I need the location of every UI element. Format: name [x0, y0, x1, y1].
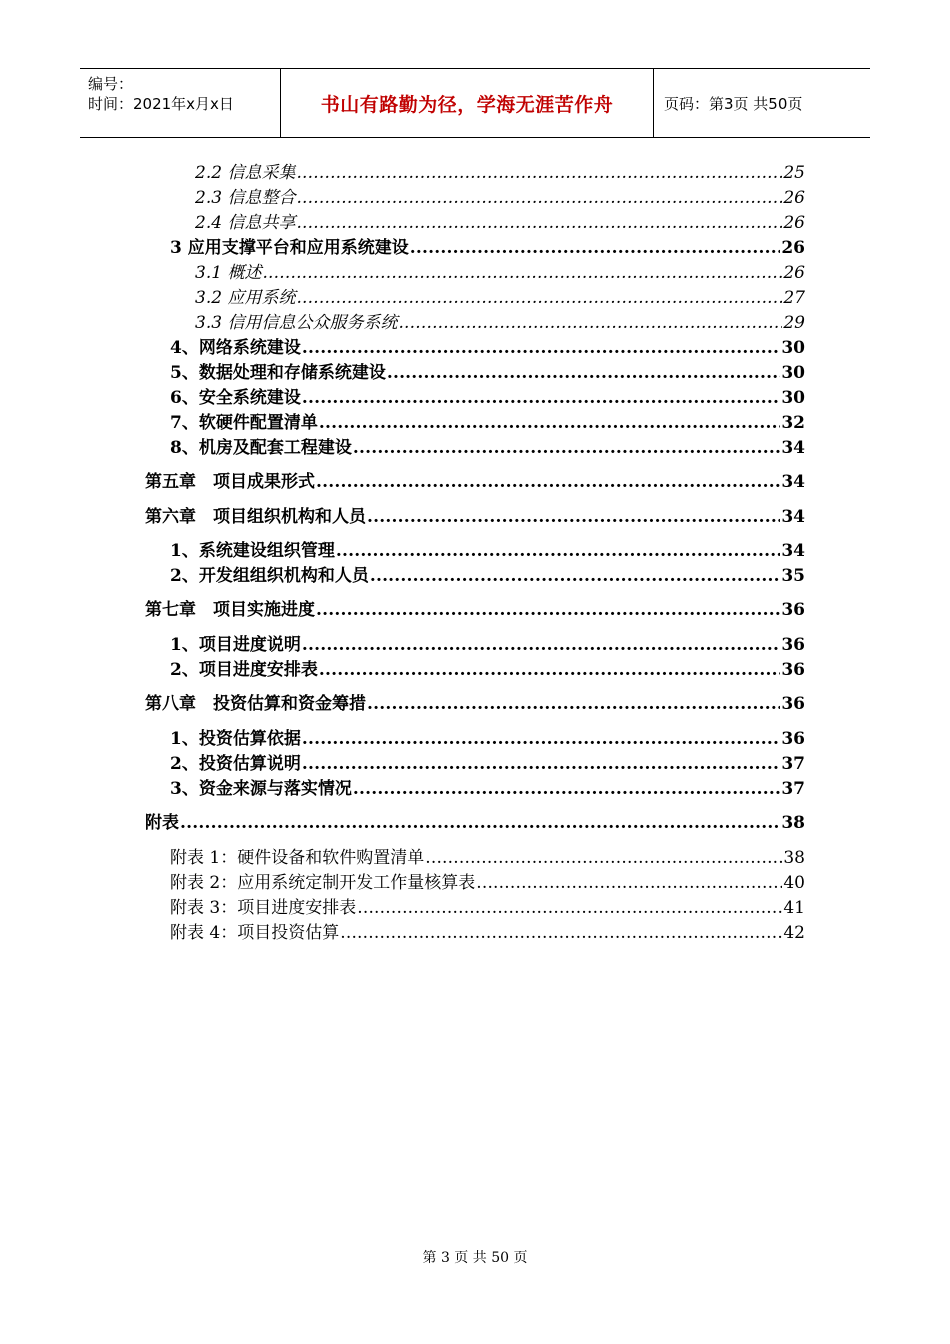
toc-entry-title: 3、资金来源与落实情况	[170, 779, 352, 799]
toc-entry-title: 2.3 信息整合	[195, 188, 296, 208]
number-label: 编号：	[88, 75, 134, 93]
toc-leader-dots	[302, 754, 780, 774]
toc-entry-title: 1、项目进度说明	[170, 635, 301, 655]
toc-leader-dots	[357, 898, 782, 918]
toc-leader-dots	[367, 694, 780, 714]
toc-entry[interactable]	[170, 893, 805, 918]
header-meta-cell	[80, 69, 281, 137]
toc-entry-page: 30	[781, 388, 805, 408]
toc-entry-title: 第六章 项目组织机构和人员	[145, 507, 366, 527]
toc-entry-page: 42	[783, 923, 805, 943]
toc-entry[interactable]	[170, 724, 805, 749]
toc-entry-title: 3.2 应用系统	[195, 288, 296, 308]
toc-entry-title: 5、数据处理和存储系统建设	[170, 363, 386, 383]
toc-entry-title: 2.4 信息共享	[195, 213, 296, 233]
toc-leader-dots	[398, 313, 782, 333]
toc-leader-dots	[367, 507, 780, 527]
toc-leader-dots	[262, 263, 782, 283]
toc-entry-title: 7、软硬件配置清单	[170, 413, 318, 433]
toc-entry-page: 34	[781, 438, 805, 458]
toc-entry-title: 3.3 信用信息公众服务系统	[195, 313, 398, 333]
page-footer: 第 3 页 共 50 页	[422, 1250, 528, 1266]
toc-entry[interactable]	[195, 208, 805, 233]
toc-leader-dots	[387, 363, 781, 383]
toc-entry[interactable]	[170, 918, 805, 943]
toc-entry-page: 36	[781, 660, 805, 680]
toc-leader-dots	[353, 438, 780, 458]
toc-leader-dots	[340, 923, 782, 943]
motto-text: 书山有路勤为径，学海无涯苦作舟	[320, 93, 614, 116]
toc-leader-dots	[302, 338, 780, 358]
toc-entry-page: 38	[783, 848, 805, 868]
toc-entry-page: 34	[781, 472, 805, 492]
toc-leader-dots	[410, 238, 781, 258]
toc-entry-title: 2、项目进度安排表	[170, 660, 318, 680]
toc-entry-page: 25	[783, 163, 805, 183]
toc-entry[interactable]	[195, 183, 805, 208]
toc-entry[interactable]	[145, 467, 805, 492]
toc-entry-title: 3.1 概述	[195, 263, 262, 283]
page-header	[80, 68, 870, 138]
toc-leader-dots	[316, 600, 780, 620]
toc-entry-page: 30	[781, 338, 805, 358]
toc-leader-dots	[319, 660, 780, 680]
toc-entry-title: 附表	[145, 813, 179, 833]
toc-entry[interactable]	[170, 536, 805, 561]
toc-entry[interactable]	[195, 283, 805, 308]
toc-entry-title: 附表 4：项目投资估算	[170, 923, 340, 943]
toc-entry-title: 1、投资估算依据	[170, 729, 301, 749]
toc-leader-dots	[476, 873, 782, 893]
toc-leader-dots	[370, 566, 781, 586]
toc-entry-title: 8、机房及配套工程建设	[170, 438, 352, 458]
toc-entry[interactable]	[145, 595, 805, 620]
toc-entry-page: 36	[781, 635, 805, 655]
toc-leader-dots	[302, 388, 780, 408]
toc-entry[interactable]	[170, 233, 805, 258]
toc-entry-page: 34	[781, 541, 805, 561]
toc-leader-dots	[353, 779, 780, 799]
toc-entry[interactable]	[170, 655, 805, 680]
toc-entry[interactable]	[145, 502, 805, 527]
toc-leader-dots	[296, 213, 782, 233]
header-page-info: 页码：第3页 共50页	[664, 94, 803, 113]
toc-entry-page: 36	[781, 600, 805, 620]
toc-entry-title: 附表 3：项目进度安排表	[170, 898, 357, 918]
toc-entry[interactable]	[170, 774, 805, 799]
toc-entry-title: 2、开发组组织机构和人员	[170, 566, 369, 586]
toc-entry-title: 4、网络系统建设	[170, 338, 301, 358]
toc-entry[interactable]	[170, 868, 805, 893]
toc-entry-title: 第八章 投资估算和资金筹措	[145, 694, 366, 714]
toc-entry[interactable]	[170, 408, 805, 433]
toc-entry-page: 35	[781, 566, 805, 586]
toc-entry-title: 6、安全系统建设	[170, 388, 301, 408]
toc-entry[interactable]	[145, 808, 805, 833]
toc-entry-page: 38	[781, 813, 805, 833]
toc-entry-page: 30	[781, 363, 805, 383]
toc-entry-title: 1、系统建设组织管理	[170, 541, 335, 561]
toc-entry[interactable]	[170, 383, 805, 408]
toc-entry-title: 2.2 信息采集	[195, 163, 296, 183]
toc-leader-dots	[296, 288, 782, 308]
toc-entry-page: 36	[781, 694, 805, 714]
toc-entry-page: 26	[783, 213, 805, 233]
toc-entry-page: 26	[781, 238, 805, 258]
toc-entry-title: 附表 2：应用系统定制开发工作量核算表	[170, 873, 476, 893]
toc-entry-title: 2、投资估算说明	[170, 754, 301, 774]
toc-entry-page: 36	[781, 729, 805, 749]
toc-entry[interactable]	[145, 689, 805, 714]
toc-entry-page: 27	[783, 288, 805, 308]
toc-entry-title: 第五章 项目成果形式	[145, 472, 315, 492]
toc-entry-title: 附表 1：硬件设备和软件购置清单	[170, 848, 425, 868]
toc-entry[interactable]	[195, 158, 805, 183]
toc-leader-dots	[302, 635, 780, 655]
toc-entry-title: 3 应用支撑平台和应用系统建设	[170, 238, 409, 258]
toc-entry-page: 37	[781, 779, 805, 799]
toc-leader-dots	[296, 163, 782, 183]
toc-leader-dots	[319, 413, 780, 433]
toc-leader-dots	[296, 188, 782, 208]
toc-entry[interactable]	[170, 433, 805, 458]
toc-entry[interactable]	[170, 358, 805, 383]
toc-entry[interactable]	[170, 843, 805, 868]
toc-entry-page: 29	[783, 313, 805, 333]
toc-entry-page: 34	[781, 507, 805, 527]
toc-entry[interactable]	[170, 630, 805, 655]
toc-entry-page: 37	[781, 754, 805, 774]
toc-entry-page: 41	[783, 898, 805, 918]
toc-entry-title: 第七章 项目实施进度	[145, 600, 315, 620]
toc-entry-page: 40	[783, 873, 805, 893]
toc-entry-page: 26	[783, 188, 805, 208]
toc-leader-dots	[425, 848, 782, 868]
header-motto-cell	[281, 69, 654, 137]
toc-entry[interactable]	[170, 561, 805, 586]
toc-entry[interactable]	[170, 333, 805, 358]
toc-entry-page: 32	[781, 413, 805, 433]
toc-leader-dots	[302, 729, 780, 749]
toc-leader-dots	[336, 541, 780, 561]
toc-entry[interactable]	[195, 308, 805, 333]
toc-leader-dots	[180, 813, 780, 833]
toc-entry-page: 26	[783, 263, 805, 283]
toc-leader-dots	[316, 472, 780, 492]
time-label: 时间：2021年x月x日	[88, 95, 234, 113]
toc-entry[interactable]	[195, 258, 805, 283]
toc-entry[interactable]	[170, 749, 805, 774]
